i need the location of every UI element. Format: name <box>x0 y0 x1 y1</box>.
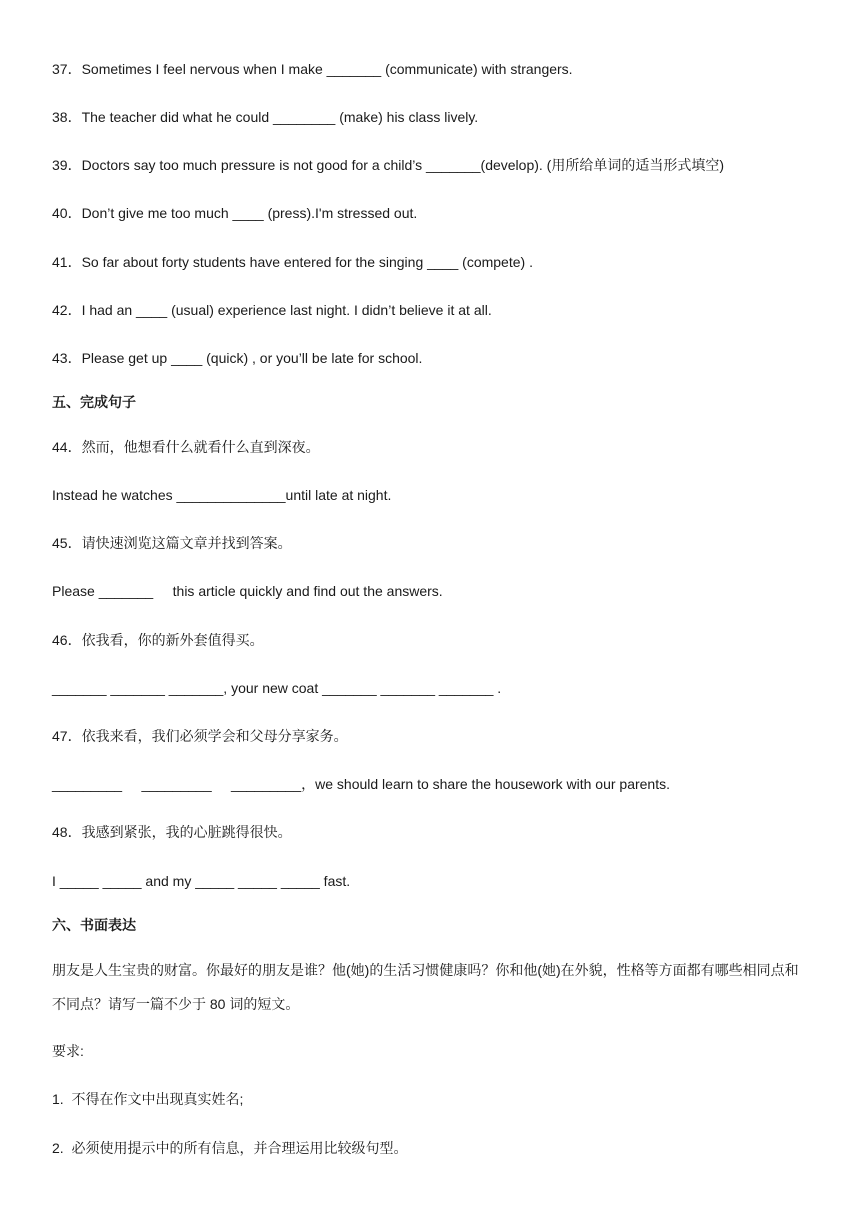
writing-task-intro: 朋友是人生宝贵的财富。你最好的朋友是谁？他(她)的生活习惯健康吗？你和他(她)在外貌，性格等方面都有哪些相同点和不同点？请写一篇不少于 80 词的短文。 <box>52 962 799 1012</box>
question-46-answer: _______ _______ _______, your new coat _______ _______ _______ . <box>52 680 502 696</box>
question-47-prompt: 47．依我来看，我们必须学会和父母分享家务。 <box>52 728 348 744</box>
section-5-heading: 五、完成句子 <box>52 394 136 410</box>
requirement-1: 1. 不得在作文中出现真实姓名; <box>52 1091 244 1107</box>
question-44-answer: Instead he watches ______________until late at night. <box>52 487 392 503</box>
question-44-prompt: 44．然而，他想看什么就看什么直到深夜。 <box>52 439 320 455</box>
question-45-prompt: 45．请快速浏览这篇文章并找到答案。 <box>52 535 292 551</box>
question-41: 41．So far about forty students have entered for the singing ____ (compete) . <box>52 254 533 270</box>
requirements-label: 要求: <box>52 1043 84 1059</box>
question-39: 39．Doctors say too much pressure is not good for a child’s _______(develop). (用所给单词的适当形式填空) <box>52 157 725 173</box>
question-45-answer: Please _______ this article quickly and find out the answers. <box>52 583 443 599</box>
question-37: 37．Sometimes I feel nervous when I make _______ (communicate) with strangers. <box>52 61 573 77</box>
section-6-heading: 六、书面表达 <box>52 917 136 933</box>
question-48-answer: I _____ _____ and my _____ _____ _____ fast. <box>52 873 351 889</box>
question-42: 42．I had an ____ (usual) experience last night. I didn’t believe it at all. <box>52 302 492 318</box>
question-47-answer: _________ _________ _________，we should learn to share the housework with our parents. <box>52 776 670 792</box>
question-43: 43．Please get up ____ (quick) , or you’ll be late for school. <box>52 350 423 366</box>
requirement-2: 2. 必须使用提示中的所有信息，并合理运用比较级句型。 <box>52 1140 408 1156</box>
question-48-prompt: 48．我感到紧张，我的心脏跳得很快。 <box>52 824 292 840</box>
question-38: 38．The teacher did what he could ________ (make) his class lively. <box>52 109 479 125</box>
question-46-prompt: 46．依我看，你的新外套值得买。 <box>52 632 264 648</box>
question-40: 40．Don’t give me too much ____ (press).I'm stressed out. <box>52 205 418 221</box>
